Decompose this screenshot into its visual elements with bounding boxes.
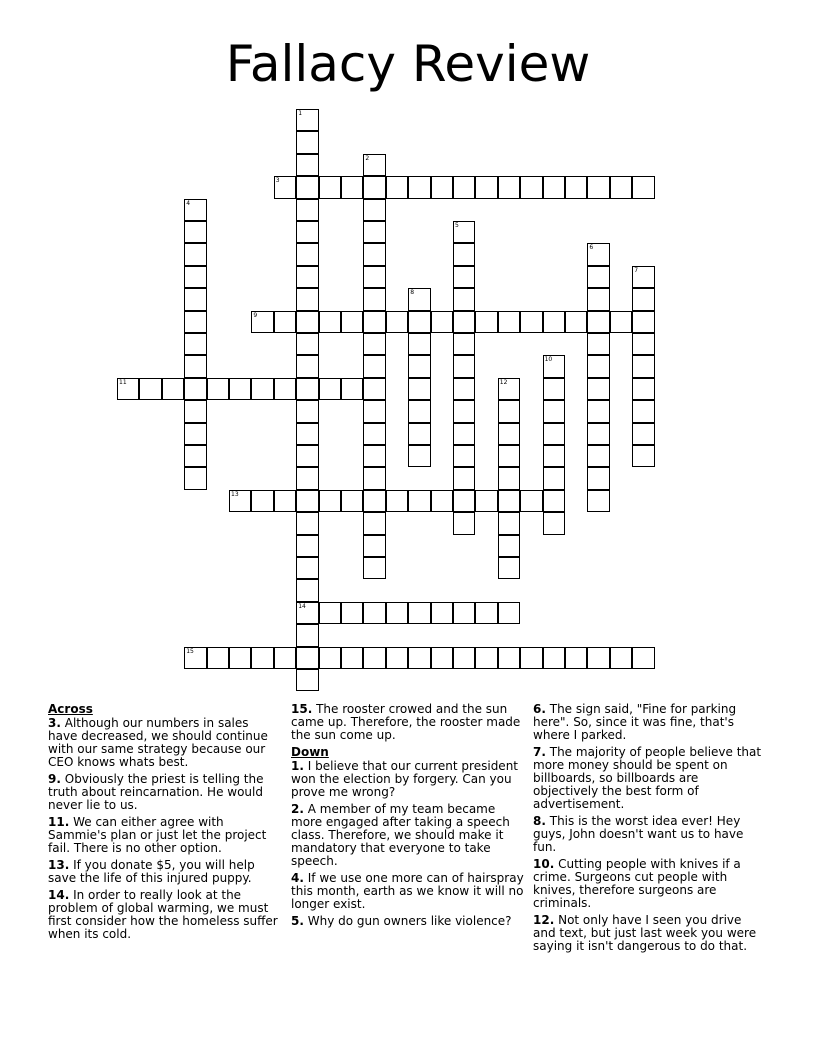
grid-cell[interactable] xyxy=(498,557,520,579)
grid-cell[interactable] xyxy=(184,400,206,422)
grid-cell[interactable] xyxy=(184,221,206,243)
grid-cell[interactable] xyxy=(587,490,609,512)
grid-cell[interactable] xyxy=(498,512,520,534)
grid-cell[interactable] xyxy=(453,221,475,243)
grid-cell[interactable] xyxy=(363,490,385,512)
grid-cell[interactable] xyxy=(296,154,318,176)
grid-cell[interactable] xyxy=(229,378,251,400)
down-clue-12: 12. Not only have I seen you drive and text, but just last week you were saying it isn't dangerous to do that. xyxy=(533,913,757,953)
grid-cell[interactable] xyxy=(453,400,475,422)
grid-cell[interactable] xyxy=(363,221,385,243)
grid-cell[interactable] xyxy=(386,602,408,624)
across-clue-11: 11. We can either agree with Sammie's plan or just let the project fail. There is no other option. xyxy=(48,815,267,855)
grid-cell[interactable] xyxy=(408,490,430,512)
clue-number: 3 xyxy=(275,177,280,185)
down-clue-4: 4. If we use one more can of hairspray this month, earth as we know it will no longer exist. xyxy=(291,871,524,911)
grid-cell[interactable] xyxy=(296,490,318,512)
grid-cell[interactable] xyxy=(610,311,632,333)
grid-cell[interactable] xyxy=(498,176,520,198)
grid-cell[interactable] xyxy=(632,355,654,377)
grid-cell[interactable] xyxy=(363,423,385,445)
grid-cell[interactable] xyxy=(251,378,273,400)
grid-cell[interactable] xyxy=(319,602,341,624)
grid-cell[interactable] xyxy=(296,579,318,601)
grid-cell[interactable] xyxy=(543,445,565,467)
grid-cell[interactable] xyxy=(296,311,318,333)
grid-cell[interactable] xyxy=(341,647,363,669)
grid-cell[interactable] xyxy=(386,311,408,333)
grid-cell[interactable] xyxy=(296,176,318,198)
grid-cell[interactable] xyxy=(587,423,609,445)
grid-cell[interactable] xyxy=(408,445,430,467)
grid-cell[interactable] xyxy=(453,333,475,355)
grid-cell[interactable] xyxy=(543,490,565,512)
grid-cell[interactable] xyxy=(632,266,654,288)
grid-cell[interactable] xyxy=(587,288,609,310)
grid-cell[interactable] xyxy=(520,647,542,669)
grid-cell[interactable] xyxy=(498,378,520,400)
clue-number: 2 xyxy=(365,154,370,162)
grid-cell[interactable] xyxy=(184,311,206,333)
grid-cell[interactable] xyxy=(408,288,430,310)
grid-cell[interactable] xyxy=(296,199,318,221)
across-clue-14: 14. In order to really look at the problem of global warming, we must first consider how the homeless suffer when its cold. xyxy=(48,888,278,941)
grid-cell[interactable] xyxy=(431,176,453,198)
grid-cell[interactable] xyxy=(587,445,609,467)
grid-cell[interactable] xyxy=(363,647,385,669)
grid-cell[interactable] xyxy=(632,176,654,198)
clue-number: 11 xyxy=(119,378,127,386)
grid-cell[interactable] xyxy=(498,490,520,512)
grid-cell[interactable] xyxy=(207,647,229,669)
grid-cell[interactable] xyxy=(274,378,296,400)
grid-cell[interactable] xyxy=(565,311,587,333)
grid-cell[interactable] xyxy=(587,400,609,422)
grid-cell[interactable] xyxy=(341,602,363,624)
grid-cell[interactable] xyxy=(184,355,206,377)
grid-cell[interactable] xyxy=(587,311,609,333)
grid-cell[interactable] xyxy=(296,445,318,467)
grid-cell[interactable] xyxy=(184,199,206,221)
grid-cell[interactable] xyxy=(251,311,273,333)
grid-cell[interactable] xyxy=(341,176,363,198)
grid-cell[interactable] xyxy=(296,243,318,265)
down-clue-5: 5. Why do gun owners like violence? xyxy=(291,914,512,928)
down-clue-10: 10. Cutting people with knives if a crime. Surgeons cut people with knives, therefore surgeons are criminals. xyxy=(533,857,741,910)
clue-number: 14 xyxy=(298,602,306,610)
grid-cell[interactable] xyxy=(408,647,430,669)
grid-cell[interactable] xyxy=(319,378,341,400)
grid-cell[interactable] xyxy=(453,355,475,377)
grid-cell[interactable] xyxy=(543,176,565,198)
grid-cell[interactable] xyxy=(251,490,273,512)
clue-number: 9 xyxy=(253,311,258,319)
down-clue-1: 1. I believe that our current president won the election by forgery. Can you prove me wrong? xyxy=(291,759,519,799)
grid-cell[interactable] xyxy=(184,288,206,310)
clue-number: 5 xyxy=(455,222,459,229)
clue-number: 6 xyxy=(589,244,594,252)
grid-cell[interactable] xyxy=(319,176,341,198)
grid-cell[interactable] xyxy=(363,557,385,579)
grid-cell[interactable] xyxy=(184,378,206,400)
grid-cell[interactable] xyxy=(296,647,318,669)
grid-cell[interactable] xyxy=(363,535,385,557)
grid-cell[interactable] xyxy=(453,647,475,669)
grid-cell[interactable] xyxy=(453,176,475,198)
across-header: Across xyxy=(48,702,93,716)
clue-number: 12 xyxy=(499,378,508,386)
grid-cell[interactable] xyxy=(520,311,542,333)
grid-cell[interactable] xyxy=(296,266,318,288)
grid-cell[interactable] xyxy=(296,624,318,646)
grid-cell[interactable] xyxy=(520,490,542,512)
grid-cell[interactable] xyxy=(453,266,475,288)
grid-cell[interactable] xyxy=(363,333,385,355)
grid-cell[interactable] xyxy=(363,288,385,310)
grid-cell[interactable] xyxy=(587,378,609,400)
grid-cell[interactable] xyxy=(610,176,632,198)
down-clue-8: 8. This is the worst idea ever! Hey guys, John doesn't want us to have fun. xyxy=(533,814,744,854)
grid-cell[interactable] xyxy=(587,243,609,265)
grid-cell[interactable] xyxy=(296,400,318,422)
grid-cell[interactable] xyxy=(543,423,565,445)
clue-number: 15 xyxy=(186,647,194,655)
grid-cell[interactable] xyxy=(296,557,318,579)
grid-cell[interactable] xyxy=(632,400,654,422)
grid-cell[interactable] xyxy=(296,221,318,243)
grid-cell[interactable] xyxy=(386,490,408,512)
grid-cell[interactable] xyxy=(543,400,565,422)
grid-cell[interactable] xyxy=(207,378,229,400)
grid-cell[interactable] xyxy=(184,266,206,288)
grid-cell[interactable] xyxy=(408,355,430,377)
grid-cell[interactable] xyxy=(296,378,318,400)
clue-number: 13 xyxy=(231,490,239,498)
grid-cell[interactable] xyxy=(498,467,520,489)
grid-cell[interactable] xyxy=(453,378,475,400)
grid-cell[interactable] xyxy=(408,333,430,355)
grid-cell[interactable] xyxy=(274,490,296,512)
grid-cell[interactable] xyxy=(610,647,632,669)
grid-cell[interactable] xyxy=(296,535,318,557)
grid-cell[interactable] xyxy=(520,176,542,198)
grid-cell[interactable] xyxy=(184,333,206,355)
grid-cell[interactable] xyxy=(475,490,497,512)
grid-cell[interactable] xyxy=(543,467,565,489)
grid-cell[interactable] xyxy=(296,109,318,131)
grid-cell[interactable] xyxy=(632,378,654,400)
grid-cell[interactable] xyxy=(453,602,475,624)
grid-cell[interactable] xyxy=(363,512,385,534)
grid-cell[interactable] xyxy=(408,311,430,333)
grid-cell[interactable] xyxy=(453,467,475,489)
grid-cell[interactable] xyxy=(363,199,385,221)
grid-cell[interactable] xyxy=(453,490,475,512)
grid-cell[interactable] xyxy=(543,512,565,534)
grid-cell[interactable] xyxy=(363,467,385,489)
grid-cell[interactable] xyxy=(296,355,318,377)
grid-cell[interactable] xyxy=(296,467,318,489)
grid-cell[interactable] xyxy=(475,602,497,624)
across-clue-15: 15. The rooster crowed and the sun came up. Therefore, the rooster made the sun come up. xyxy=(291,702,521,742)
grid-cell[interactable] xyxy=(408,602,430,624)
grid-cell[interactable] xyxy=(453,512,475,534)
grid-cell[interactable] xyxy=(587,266,609,288)
grid-cell[interactable] xyxy=(363,355,385,377)
grid-cell[interactable] xyxy=(408,176,430,198)
grid-cell[interactable] xyxy=(498,602,520,624)
grid-cell[interactable] xyxy=(498,400,520,422)
grid-cell[interactable] xyxy=(251,647,273,669)
grid-cell[interactable] xyxy=(431,602,453,624)
grid-cell[interactable] xyxy=(431,647,453,669)
down-header: Down xyxy=(291,745,329,759)
grid-cell[interactable] xyxy=(632,333,654,355)
clues-column-3 xyxy=(533,703,765,957)
across-clue-9: 9. Obviously the priest is telling the truth about reincarnation. He would never lie to us. xyxy=(48,772,264,812)
grid-cell[interactable] xyxy=(632,647,654,669)
grid-cell[interactable] xyxy=(453,423,475,445)
grid-cell[interactable] xyxy=(184,647,206,669)
clue-number: 1 xyxy=(298,110,303,117)
grid-cell[interactable] xyxy=(565,176,587,198)
grid-cell[interactable] xyxy=(319,647,341,669)
grid-cell[interactable] xyxy=(363,311,385,333)
grid-cell[interactable] xyxy=(632,423,654,445)
grid-cell[interactable] xyxy=(162,378,184,400)
grid-cell[interactable] xyxy=(296,288,318,310)
clue-number: 4 xyxy=(186,199,191,207)
grid-cell[interactable] xyxy=(431,311,453,333)
grid-cell[interactable] xyxy=(341,378,363,400)
grid-cell[interactable] xyxy=(431,490,453,512)
grid-cell[interactable] xyxy=(341,490,363,512)
grid-cell[interactable] xyxy=(408,378,430,400)
grid-cell[interactable] xyxy=(543,355,565,377)
down-clue-2: 2. A member of my team became more engaged after taking a speech class. Therefore, we should make it mandatory that everyone to take speech. xyxy=(291,802,510,868)
clues-column-1 xyxy=(48,703,280,945)
clues-column-2 xyxy=(291,703,525,932)
grid-cell[interactable] xyxy=(363,266,385,288)
grid-cell[interactable] xyxy=(274,311,296,333)
grid-cell[interactable] xyxy=(319,311,341,333)
grid-cell[interactable] xyxy=(363,154,385,176)
grid-cell[interactable] xyxy=(498,423,520,445)
grid-cell[interactable] xyxy=(341,311,363,333)
grid-cell[interactable] xyxy=(475,176,497,198)
clue-number: 10 xyxy=(544,356,553,364)
grid-cell[interactable] xyxy=(453,311,475,333)
down-clue-7: 7. The majority of people believe that more money should be spent on billboards, so billboards are objectively the best form of advertisement. xyxy=(533,745,762,811)
grid-cell[interactable] xyxy=(543,378,565,400)
grid-cell[interactable] xyxy=(587,647,609,669)
grid-cell[interactable] xyxy=(543,647,565,669)
grid-cell[interactable] xyxy=(184,467,206,489)
grid-cell[interactable] xyxy=(386,647,408,669)
grid-cell[interactable] xyxy=(587,355,609,377)
grid-cell[interactable] xyxy=(363,400,385,422)
grid-cell[interactable] xyxy=(632,288,654,310)
grid-cell[interactable] xyxy=(453,445,475,467)
grid-cell[interactable] xyxy=(296,131,318,153)
grid-cell[interactable] xyxy=(587,176,609,198)
grid-cell[interactable] xyxy=(498,311,520,333)
grid-cell[interactable] xyxy=(296,423,318,445)
grid-cell[interactable] xyxy=(498,445,520,467)
grid-cell[interactable] xyxy=(543,311,565,333)
down-clue-6: 6. The sign said, "Fine for parking here". So, since it was fine, that's where I parked. xyxy=(533,702,737,742)
grid-cell[interactable] xyxy=(363,602,385,624)
grid-cell[interactable] xyxy=(363,378,385,400)
grid-cell[interactable] xyxy=(587,333,609,355)
grid-cell[interactable] xyxy=(184,243,206,265)
grid-cell[interactable] xyxy=(475,311,497,333)
grid-cell[interactable] xyxy=(632,445,654,467)
grid-cell[interactable] xyxy=(117,378,139,400)
grid-cell[interactable] xyxy=(498,647,520,669)
clue-number: 7 xyxy=(634,266,639,274)
grid-cell[interactable] xyxy=(632,311,654,333)
grid-cell[interactable] xyxy=(229,647,251,669)
grid-cell[interactable] xyxy=(274,176,296,198)
grid-cell[interactable] xyxy=(274,647,296,669)
grid-cell[interactable] xyxy=(296,333,318,355)
grid-cell[interactable] xyxy=(453,288,475,310)
grid-cell[interactable] xyxy=(319,490,341,512)
grid-cell[interactable] xyxy=(408,400,430,422)
grid-cell[interactable] xyxy=(139,378,161,400)
clue-number: 8 xyxy=(410,289,415,297)
grid-cell[interactable] xyxy=(296,512,318,534)
grid-cell[interactable] xyxy=(184,423,206,445)
grid-cell[interactable] xyxy=(296,602,318,624)
grid-cell[interactable] xyxy=(386,176,408,198)
grid-cell[interactable] xyxy=(475,647,497,669)
grid-cell[interactable] xyxy=(453,243,475,265)
grid-cell[interactable] xyxy=(296,669,318,691)
across-clue-3: 3. Although our numbers in sales have decreased, we should continue with our same strategy because our CEO knows whats best. xyxy=(48,716,268,769)
grid-cell[interactable] xyxy=(363,445,385,467)
grid-cell[interactable] xyxy=(184,445,206,467)
grid-cell[interactable] xyxy=(498,535,520,557)
grid-cell[interactable] xyxy=(363,243,385,265)
grid-cell[interactable] xyxy=(565,647,587,669)
puzzle-title: Fallacy Review xyxy=(225,35,591,93)
grid-cell[interactable] xyxy=(229,490,251,512)
grid-cell[interactable] xyxy=(408,423,430,445)
across-clue-13: 13. If you donate $5, you will help save the life of this injured puppy. xyxy=(48,858,255,885)
grid-cell[interactable] xyxy=(587,467,609,489)
grid-cell[interactable] xyxy=(363,176,385,198)
